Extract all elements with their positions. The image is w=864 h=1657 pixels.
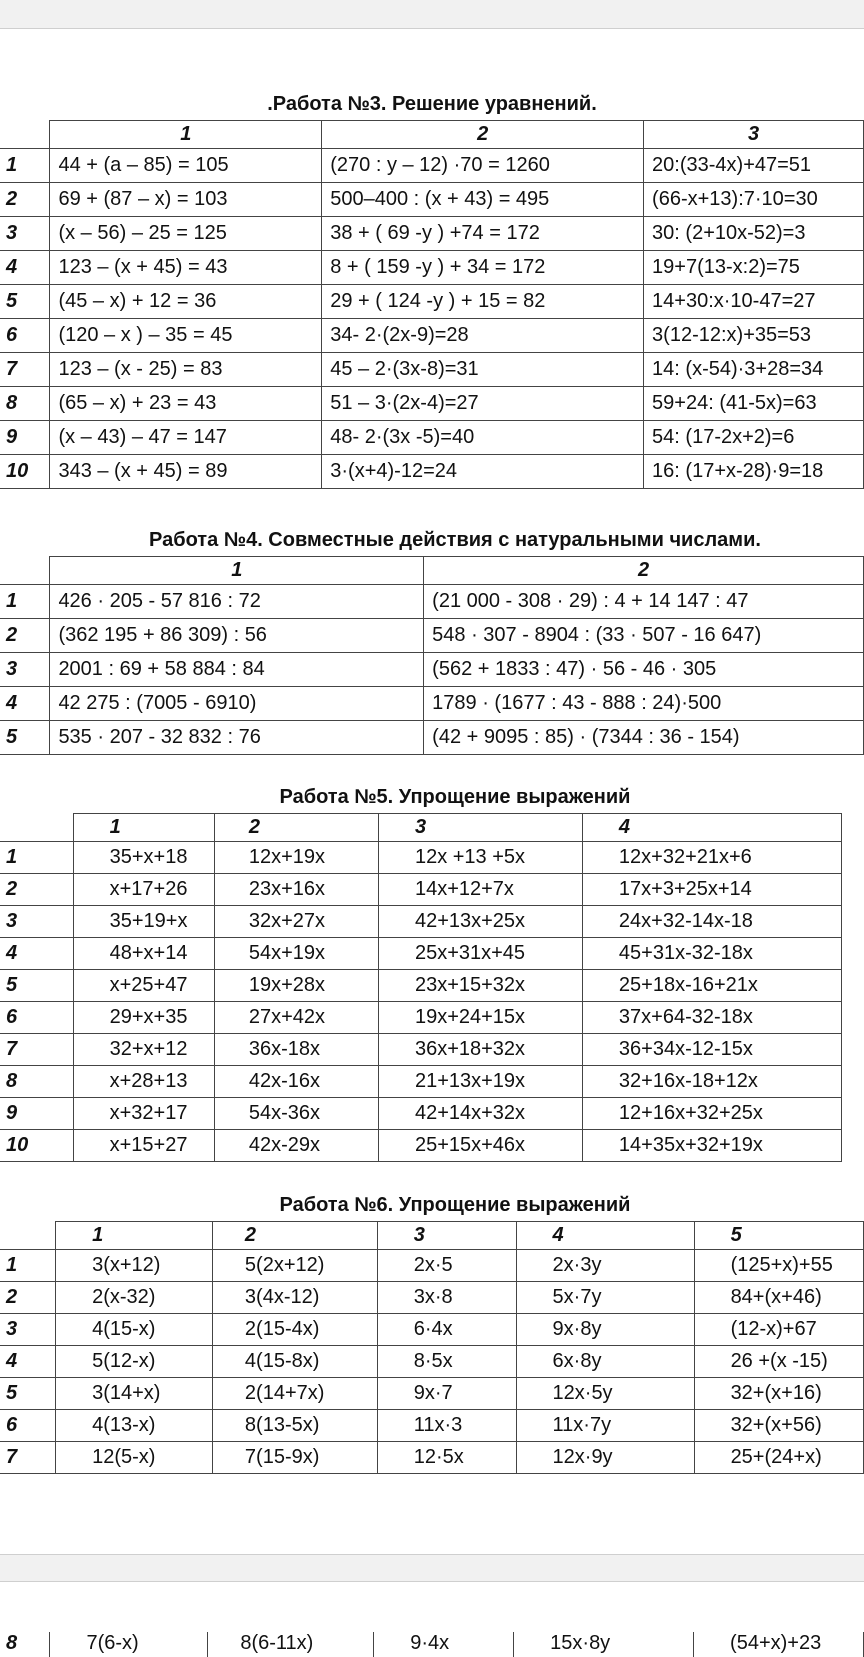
- table-cell: 26 +(х -15): [694, 1346, 863, 1378]
- table-cell: 12х·5у: [516, 1378, 694, 1410]
- table-cell: 54: (17-2х+2)=6: [644, 421, 864, 455]
- table-cell: 19+7(13-х:2)=75: [644, 251, 864, 285]
- table-row: [0, 285, 864, 319]
- table-cell: 54х+19х: [214, 938, 378, 970]
- table-row: [0, 585, 864, 619]
- table-cell: 29 + ( 124 -у ) + 15 = 82: [322, 285, 644, 319]
- table-cell: 11х·7у: [516, 1410, 694, 1442]
- column-header: 1: [73, 814, 214, 842]
- table-cell: 2(15-4х): [212, 1314, 377, 1346]
- work4-table: [0, 556, 864, 755]
- column-header: 1: [50, 121, 322, 149]
- work4-title: Работа №4. Совместные действия с натуральными числами.: [149, 529, 761, 551]
- table-cell: 23х+15+32х: [378, 970, 582, 1002]
- table-cell: 17х+3+25х+14: [582, 874, 841, 906]
- row-number: 7: [0, 353, 50, 387]
- table-cell: (х – 56) – 25 = 125: [50, 217, 322, 251]
- table-cell: 25+18х-16+21х: [582, 970, 841, 1002]
- table-cell: (120 – х ) – 35 = 45: [50, 319, 322, 353]
- row-number: 2: [0, 183, 50, 217]
- table-cell: 343 – (х + 45) = 89: [50, 455, 322, 489]
- table-cell: 14: (х-54)·3+28=34: [644, 353, 864, 387]
- table-cell: 23х+16х: [214, 874, 378, 906]
- table-row: [0, 970, 842, 1002]
- table-row: [0, 906, 842, 938]
- column-header: 2: [214, 814, 378, 842]
- column-header: 3: [378, 814, 582, 842]
- table-cell: 11х·3: [377, 1410, 516, 1442]
- table-cell: х+17+26: [73, 874, 214, 906]
- table-cell: 2001 : 69 + 58 884 : 84: [50, 653, 424, 687]
- table-cell: 9х·7: [377, 1378, 516, 1410]
- table-cell: (65 – х) + 23 = 43: [50, 387, 322, 421]
- table-cell: 3(14+х): [56, 1378, 213, 1410]
- table-row: [0, 1378, 864, 1410]
- row-number: 7: [0, 1442, 56, 1474]
- table-cell: 9х·8у: [516, 1314, 694, 1346]
- next-page-partial-row: [0, 1632, 864, 1657]
- row-number: 1: [0, 842, 73, 874]
- table-cell: (45 – х) + 12 = 36: [50, 285, 322, 319]
- table-cell: 123 – (х + 45) = 43: [50, 251, 322, 285]
- column-header: 2: [212, 1222, 377, 1250]
- work5-table: [0, 813, 842, 1162]
- work6-title: Работа №6. Упрощение выражений: [279, 1194, 631, 1216]
- corner-cell: [0, 121, 50, 149]
- table-cell: 32+(х+56): [694, 1410, 863, 1442]
- table-cell: 34- 2·(2х-9)=28: [322, 319, 644, 353]
- table-cell: (562 + 1833 : 47) · 56 - 46 · 305: [424, 653, 864, 687]
- column-header: 4: [516, 1222, 694, 1250]
- row-number: 9: [0, 1098, 73, 1130]
- table-cell: 2(х-32): [56, 1282, 213, 1314]
- table-cell: х+32+17: [73, 1098, 214, 1130]
- table-cell: 8·5х: [377, 1346, 516, 1378]
- table-row: [0, 353, 864, 387]
- table-cell: 19х+24+15х: [378, 1002, 582, 1034]
- table-row: [0, 653, 864, 687]
- table-row: [0, 687, 864, 721]
- table-cell: 32+х+12: [73, 1034, 214, 1066]
- table-cell: 6х·8у: [516, 1346, 694, 1378]
- table-cell: (х – 43) – 47 = 147: [50, 421, 322, 455]
- table-row: [0, 1098, 842, 1130]
- table-cell: 12х+19х: [214, 842, 378, 874]
- table-row: [0, 1002, 842, 1034]
- table-row: [0, 149, 864, 183]
- table-row: [0, 455, 864, 489]
- table-cell: 44 + (а – 85) = 105: [50, 149, 322, 183]
- table-cell: 3(12-12:х)+35=53: [644, 319, 864, 353]
- work6-section: [0, 1193, 864, 1474]
- table-cell: (54+х)+23: [694, 1632, 864, 1657]
- table-cell: (21 000 - 308 · 29) : 4 + 14 147 : 47: [424, 585, 864, 619]
- column-header: 2: [322, 121, 644, 149]
- row-number: 1: [0, 149, 50, 183]
- table-cell: (362 195 + 86 309) : 56: [50, 619, 424, 653]
- table-cell: 8(6-11х): [208, 1632, 374, 1657]
- table-cell: 48+х+14: [73, 938, 214, 970]
- table-cell: 535 · 207 - 32 832 : 76: [50, 721, 424, 755]
- table-row: [0, 319, 864, 353]
- table-row: [0, 251, 864, 285]
- table-cell: 12х+32+21х+6: [582, 842, 841, 874]
- row-number: 8: [0, 387, 50, 421]
- table-cell: 3(4х-12): [212, 1282, 377, 1314]
- table-cell: 7(6-х): [50, 1632, 208, 1657]
- table-row: [0, 217, 864, 251]
- table-row: [0, 1282, 864, 1314]
- row-number: 3: [0, 1314, 56, 1346]
- table-cell: 32+(х+16): [694, 1378, 863, 1410]
- table-cell: 36+34х-12-15х: [582, 1034, 841, 1066]
- table-cell: 36х-18х: [214, 1034, 378, 1066]
- work5-section: [0, 785, 842, 1162]
- table-cell: 5(12-х): [56, 1346, 213, 1378]
- table-row: [0, 1250, 864, 1282]
- table-cell: 12(5-х): [56, 1442, 213, 1474]
- table-cell: 32+16х-18+12х: [582, 1066, 841, 1098]
- table-row: [0, 874, 842, 906]
- table-cell: 25х+31х+45: [378, 938, 582, 970]
- table-cell: 36х+18+32х: [378, 1034, 582, 1066]
- table-cell: 6·4х: [377, 1314, 516, 1346]
- row-number: 5: [0, 721, 50, 755]
- table-cell: 32х+27х: [214, 906, 378, 938]
- table-cell: 54х-36х: [214, 1098, 378, 1130]
- row-number: 8: [0, 1066, 73, 1098]
- table-row: [0, 387, 864, 421]
- table-cell: 84+(х+46): [694, 1282, 863, 1314]
- table-cell: х+15+27: [73, 1130, 214, 1162]
- table-cell: 27х+42х: [214, 1002, 378, 1034]
- table-cell: 20:(33-4х)+47=51: [644, 149, 864, 183]
- table-cell: 42 275 : (7005 - 6910): [50, 687, 424, 721]
- table-row: [0, 1066, 842, 1098]
- table-cell: х+25+47: [73, 970, 214, 1002]
- table-cell: 69 + (87 – х) = 103: [50, 183, 322, 217]
- table-cell: 14+30:х·10-47=27: [644, 285, 864, 319]
- table-row: [0, 721, 864, 755]
- row-number: 9: [0, 421, 50, 455]
- row-number: 3: [0, 217, 50, 251]
- table-cell: 8 + ( 159 -у ) + 34 = 172: [322, 251, 644, 285]
- table-cell: 42х-29х: [214, 1130, 378, 1162]
- row-number: 4: [0, 251, 50, 285]
- table-cell: 12х·9у: [516, 1442, 694, 1474]
- table-cell: 4(15-х): [56, 1314, 213, 1346]
- column-header: 3: [644, 121, 864, 149]
- table-cell: 2х·3у: [516, 1250, 694, 1282]
- work6-table: [0, 1221, 864, 1474]
- table-cell: 2х·5: [377, 1250, 516, 1282]
- table-cell: 8(13-5х): [212, 1410, 377, 1442]
- row-number: 5: [0, 970, 73, 1002]
- table-row: [0, 1632, 864, 1657]
- table-cell: 14х+12+7х: [378, 874, 582, 906]
- column-header: 1: [56, 1222, 213, 1250]
- corner-cell: [0, 1222, 56, 1250]
- table-cell: 42+13х+25х: [378, 906, 582, 938]
- table-cell: 45+31х-32-18х: [582, 938, 841, 970]
- table-cell: 37х+64-32-18х: [582, 1002, 841, 1034]
- table-cell: 4(15-8х): [212, 1346, 377, 1378]
- table-cell: 35+19+х: [73, 906, 214, 938]
- table-cell: 1789 · (1677 : 43 - 888 : 24)·500: [424, 687, 864, 721]
- table-cell: 9·4х: [374, 1632, 514, 1657]
- table-header-row: [0, 121, 864, 149]
- work3-table: [0, 120, 864, 489]
- work5-title: Работа №5. Упрощение выражений: [279, 786, 631, 808]
- table-cell: 35+х+18: [73, 842, 214, 874]
- row-number: 8: [0, 1632, 50, 1657]
- row-number: 2: [0, 619, 50, 653]
- row-number: 10: [0, 455, 50, 489]
- table-cell: 12+16х+32+25х: [582, 1098, 841, 1130]
- table-cell: 14+35х+32+19х: [582, 1130, 841, 1162]
- column-header: 3: [377, 1222, 516, 1250]
- table-cell: 5х·7у: [516, 1282, 694, 1314]
- row-number: 5: [0, 1378, 56, 1410]
- row-number: 4: [0, 1346, 56, 1378]
- table-row: [0, 1442, 864, 1474]
- row-number: 6: [0, 319, 50, 353]
- page-break-gap: [0, 1554, 864, 1582]
- table-row: [0, 1034, 842, 1066]
- table-cell: 426 · 205 - 57 816 : 72: [50, 585, 424, 619]
- table-cell: (12-х)+67: [694, 1314, 863, 1346]
- work3-section: [0, 92, 864, 489]
- row-number: 3: [0, 906, 73, 938]
- table-cell: 548 · 307 - 8904 : (33 · 507 - 16 647): [424, 619, 864, 653]
- table-cell: 3(х+12): [56, 1250, 213, 1282]
- row-number: 2: [0, 874, 73, 906]
- table-cell: 2(14+7х): [212, 1378, 377, 1410]
- corner-cell: [0, 814, 73, 842]
- work3-title: .Работа №3. Решение уравнений.: [267, 93, 597, 115]
- table-cell: 42х-16х: [214, 1066, 378, 1098]
- table-header-row: [0, 1222, 864, 1250]
- table-cell: 48- 2·(3х -5)=40: [322, 421, 644, 455]
- table-cell: 123 – (х - 25) = 83: [50, 353, 322, 387]
- table-cell: (270 : у – 12) ·70 = 1260: [322, 149, 644, 183]
- table-cell: 45 – 2·(3х-8)=31: [322, 353, 644, 387]
- row-number: 3: [0, 653, 50, 687]
- table-cell: 38 + ( 69 -у ) +74 = 172: [322, 217, 644, 251]
- column-header: 2: [424, 557, 864, 585]
- row-number: 5: [0, 285, 50, 319]
- table-cell: 51 – 3·(2х-4)=27: [322, 387, 644, 421]
- table-row: [0, 1410, 864, 1442]
- row-number: 1: [0, 1250, 56, 1282]
- table-cell: 19х+28х: [214, 970, 378, 1002]
- table-row: [0, 842, 842, 874]
- row-number: 2: [0, 1282, 56, 1314]
- corner-cell: [0, 557, 50, 585]
- table-cell: 25+15х+46х: [378, 1130, 582, 1162]
- row-number: 6: [0, 1410, 56, 1442]
- row-number: 7: [0, 1034, 73, 1066]
- table-cell: 500–400 : (х + 43) = 495: [322, 183, 644, 217]
- column-header: 4: [582, 814, 841, 842]
- table-cell: 7(15-9х): [212, 1442, 377, 1474]
- table-cell: 3х·8: [377, 1282, 516, 1314]
- table-header-row: [0, 814, 842, 842]
- table-row: [0, 1130, 842, 1162]
- table-row: [0, 619, 864, 653]
- table-cell: 12·5х: [377, 1442, 516, 1474]
- work4-section: [0, 528, 864, 755]
- table-cell: 21+13х+19х: [378, 1066, 582, 1098]
- table-row: [0, 1314, 864, 1346]
- table-cell: 30: (2+10х-52)=3: [644, 217, 864, 251]
- table-cell: 5(2х+12): [212, 1250, 377, 1282]
- table-row: [0, 421, 864, 455]
- table-row: [0, 1346, 864, 1378]
- table-row: [0, 183, 864, 217]
- top-page-gap: [0, 0, 864, 29]
- row-number: 1: [0, 585, 50, 619]
- table-cell: 16: (17+х-28)·9=18: [644, 455, 864, 489]
- table-cell: 24х+32-14х-18: [582, 906, 841, 938]
- cut-table: [0, 1632, 864, 1657]
- row-number: 4: [0, 687, 50, 721]
- table-cell: 15х·8у: [514, 1632, 694, 1657]
- table-cell: х+28+13: [73, 1066, 214, 1098]
- row-number: 6: [0, 1002, 73, 1034]
- table-header-row: [0, 557, 864, 585]
- table-row: [0, 938, 842, 970]
- table-cell: 4(13-х): [56, 1410, 213, 1442]
- table-cell: 12х +13 +5х: [378, 842, 582, 874]
- column-header: 5: [694, 1222, 863, 1250]
- table-cell: 59+24: (41-5х)=63: [644, 387, 864, 421]
- table-cell: (66-х+13):7·10=30: [644, 183, 864, 217]
- table-cell: (125+х)+55: [694, 1250, 863, 1282]
- table-cell: 3·(х+4)-12=24: [322, 455, 644, 489]
- row-number: 10: [0, 1130, 73, 1162]
- table-cell: (42 + 9095 : 85) · (7344 : 36 - 154): [424, 721, 864, 755]
- table-cell: 25+(24+х): [694, 1442, 863, 1474]
- row-number: 4: [0, 938, 73, 970]
- table-cell: 42+14х+32х: [378, 1098, 582, 1130]
- column-header: 1: [50, 557, 424, 585]
- table-cell: 29+х+35: [73, 1002, 214, 1034]
